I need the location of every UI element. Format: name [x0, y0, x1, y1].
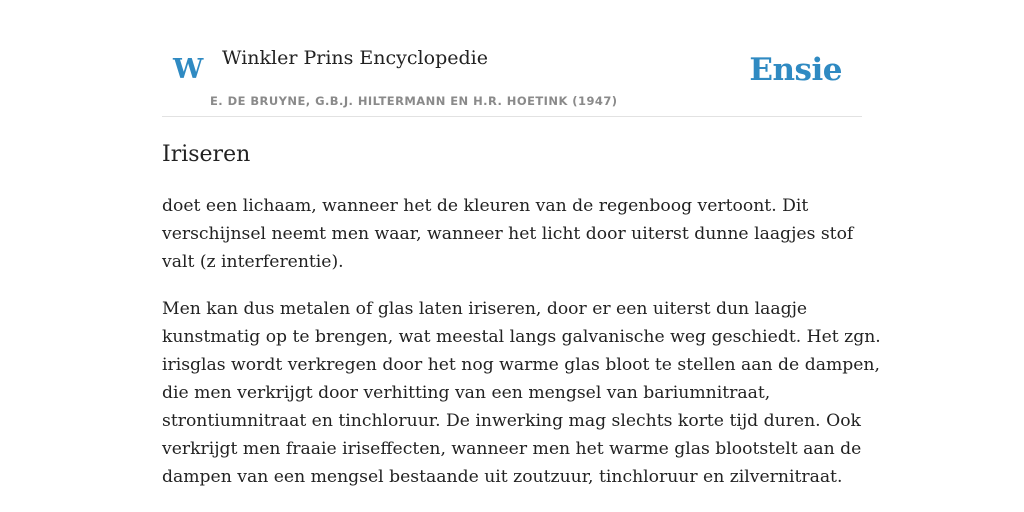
article-paragraph	[162, 295, 881, 491]
winkler-prins-logo[interactable]: W	[173, 54, 204, 85]
site-header	[162, 0, 862, 117]
site-title[interactable]: Winkler Prins Encyclopedie	[222, 47, 488, 69]
text-line: verschijnsel neemt men waar, wanneer het licht door uiterst dunne laagjes stof	[162, 224, 854, 244]
article-paragraph	[162, 192, 862, 276]
article-title: Iriseren	[162, 142, 251, 167]
text-line: die men verkrijgt door verhitting van een mengsel van bariumnitraat,	[162, 383, 771, 403]
text-line: valt (z interferentie).	[162, 252, 344, 272]
text-line: dampen van een mengsel bestaande uit zoutzuur, tinchloruur en zilvernitraat.	[162, 467, 843, 487]
text-line: Men kan dus metalen of glas laten iriseren, door er een uiterst dun laagje	[162, 299, 808, 319]
text-line: irisglas wordt verkregen door het nog warme glas bloot te stellen aan de dampen,	[162, 355, 880, 375]
article-body	[162, 192, 881, 510]
text-line: kunstmatig op te brengen, wat meestal langs galvanische weg geschiedt. Het zgn.	[162, 327, 881, 347]
authors-line: E. DE BRUYNE, G.B.J. HILTERMANN EN H.R. HOETINK (1947)	[210, 94, 618, 108]
text-line: strontiumnitraat en tinchloruur. De inwerking mag slechts korte tijd duren. Ook	[162, 411, 861, 431]
ensie-brand-logo[interactable]: Ensie	[749, 52, 842, 88]
text-line: verkrijgt men fraaie iriseffecten, wanneer men het warme glas blootstelt aan de	[162, 439, 862, 459]
text-line: doet een lichaam, wanneer het de kleuren van de regenboog vertoont. Dit	[162, 196, 809, 216]
